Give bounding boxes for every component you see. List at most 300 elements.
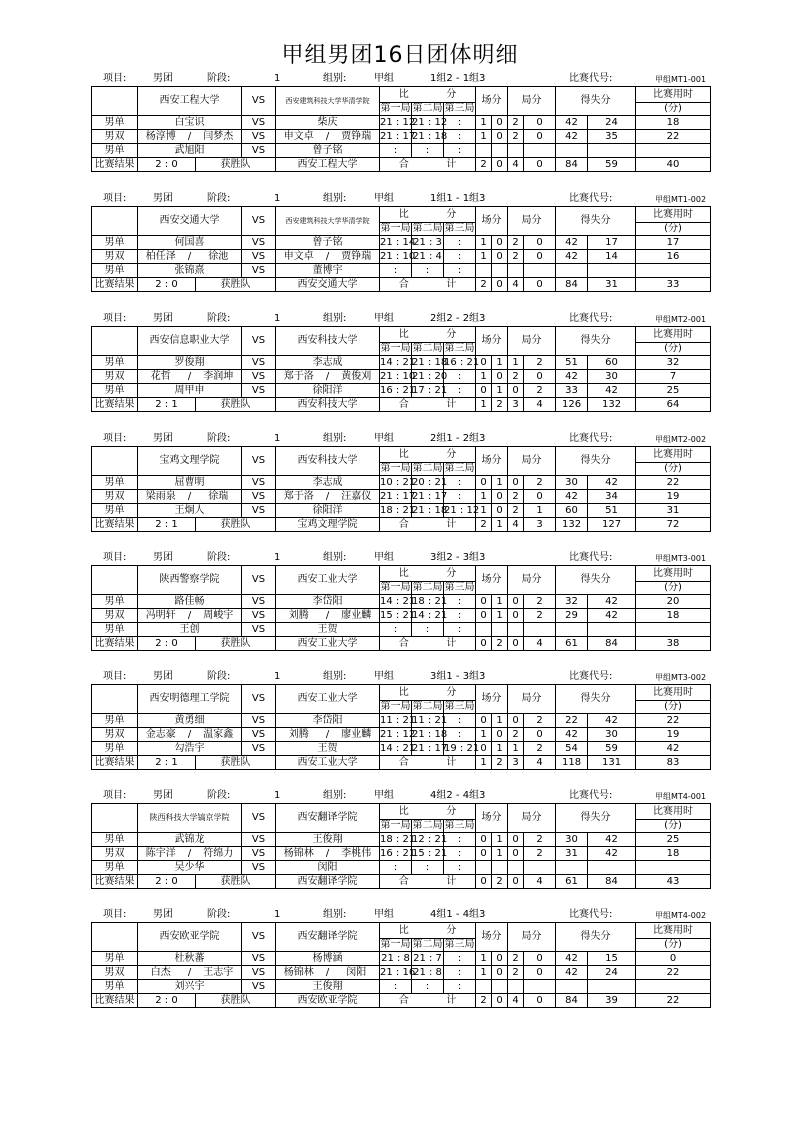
event-type: 男双 bbox=[92, 728, 138, 742]
vs-label: VS bbox=[242, 370, 276, 384]
points-header: 得失分 bbox=[556, 327, 636, 356]
vs-label: VS bbox=[242, 87, 276, 116]
points-lost bbox=[588, 980, 636, 994]
score-cell: 1 bbox=[476, 966, 492, 980]
table-row bbox=[92, 847, 711, 861]
game2-score: 12 : 21 bbox=[412, 833, 448, 845]
score-header-right: 分 bbox=[428, 327, 476, 343]
score-cell: 0 bbox=[524, 952, 556, 966]
player-a1: 吴少华 bbox=[138, 861, 242, 875]
player-b1: 申文卓 bbox=[276, 250, 322, 264]
vs-label: VS bbox=[242, 861, 276, 875]
score-cell: 1 bbox=[476, 504, 492, 518]
match-table bbox=[91, 86, 711, 172]
vs-label: VS bbox=[242, 685, 276, 714]
player-a1: 冯明轩 bbox=[138, 609, 184, 623]
vs-label: VS bbox=[242, 116, 276, 130]
score-cell: 1 bbox=[476, 250, 492, 264]
score-cell bbox=[476, 861, 492, 875]
result-label: 比赛结果 bbox=[92, 158, 138, 172]
game3-score: : bbox=[444, 490, 476, 504]
team-a-name: 陕西警察学院 bbox=[138, 566, 242, 595]
score-header-right: 分 bbox=[428, 923, 476, 939]
corner-cell bbox=[92, 207, 138, 236]
result-score: 2 : 0 bbox=[138, 637, 196, 651]
match-code-label: 比赛代号: bbox=[569, 909, 613, 920]
result-label: 比赛结果 bbox=[92, 994, 138, 1008]
player-b1: 王俊翔 bbox=[276, 833, 380, 847]
vs-label: VS bbox=[242, 728, 276, 742]
score-cell bbox=[492, 861, 508, 875]
game2-header: 第二局 bbox=[412, 343, 443, 354]
score-cell: 1 bbox=[508, 356, 524, 370]
game-score-header: 局分 bbox=[508, 923, 556, 952]
table-row bbox=[92, 250, 711, 264]
project-value: 男团 bbox=[153, 73, 173, 84]
total-left: 合 bbox=[380, 158, 428, 172]
game2-header: 第二局 bbox=[412, 701, 443, 712]
vs-label: VS bbox=[242, 833, 276, 847]
event-type: 男双 bbox=[92, 250, 138, 264]
event-type: 男双 bbox=[92, 130, 138, 144]
score-cell: 2 bbox=[524, 595, 556, 609]
total-score-cell: 0 bbox=[524, 278, 556, 292]
score-cell: 0 bbox=[476, 609, 492, 623]
game2-score: 21 : 3 bbox=[413, 236, 442, 248]
score-header-left: 比 bbox=[380, 87, 428, 103]
game-score-header: 局分 bbox=[508, 87, 556, 116]
winner-name: 西安翻译学院 bbox=[276, 875, 380, 889]
pairing: 4组1 - 4组3 bbox=[430, 909, 486, 920]
game3-score: : bbox=[444, 714, 476, 728]
stage-label: 阶段: bbox=[207, 790, 231, 801]
total-score-cell: 2 bbox=[492, 637, 508, 651]
time-unit: (分) bbox=[636, 463, 711, 476]
corner-cell bbox=[92, 447, 138, 476]
player-b2: 李桃伟 bbox=[334, 847, 380, 861]
team-a-name: 西安工程大学 bbox=[138, 87, 242, 116]
event-type: 男单 bbox=[92, 264, 138, 278]
total-right: 计 bbox=[428, 158, 476, 172]
game1-score: 10 : 21 bbox=[380, 476, 416, 488]
score-cell: 0 bbox=[476, 476, 492, 490]
match-header bbox=[91, 789, 711, 803]
total-score-cell: 4 bbox=[524, 398, 556, 412]
slash: / bbox=[322, 847, 334, 861]
stage-label: 阶段: bbox=[207, 313, 231, 324]
player-b1: 刘腾 bbox=[276, 609, 322, 623]
game1-score: 21 : 8 bbox=[381, 952, 410, 964]
player-a1: 花哲 bbox=[138, 370, 184, 384]
match-table bbox=[91, 326, 711, 412]
score-cell bbox=[476, 623, 492, 637]
game1-header: 第一局 bbox=[380, 223, 411, 234]
game2-score: : bbox=[412, 980, 444, 994]
total-left: 合 bbox=[380, 756, 428, 770]
project-value: 男团 bbox=[153, 193, 173, 204]
total-points-won: 61 bbox=[556, 875, 588, 889]
game2-score: 21 : 18 bbox=[412, 356, 448, 368]
corner-cell bbox=[92, 327, 138, 356]
score-cell: 2 bbox=[524, 714, 556, 728]
points-won bbox=[556, 264, 588, 278]
stage-label: 阶段: bbox=[207, 73, 231, 84]
field-score-header: 场分 bbox=[476, 923, 508, 952]
team-b-name: 西安科技大学 bbox=[276, 447, 380, 476]
slash: / bbox=[322, 609, 334, 623]
game2-header: 第二局 bbox=[412, 103, 443, 114]
match-header bbox=[91, 192, 711, 206]
score-header-left: 比 bbox=[380, 447, 428, 463]
score-cell bbox=[524, 861, 556, 875]
vs-label: VS bbox=[242, 566, 276, 595]
table-row bbox=[92, 728, 711, 742]
player-b1: 徐阳洋 bbox=[276, 504, 380, 518]
match-block bbox=[91, 908, 711, 1008]
total-score-cell: 1 bbox=[476, 756, 492, 770]
points-header: 得失分 bbox=[556, 804, 636, 833]
slash: / bbox=[322, 130, 334, 144]
score-cell: 0 bbox=[476, 742, 492, 756]
game-score-header: 局分 bbox=[508, 804, 556, 833]
winner-label: 获胜队 bbox=[196, 398, 276, 412]
game3-score: : bbox=[444, 476, 476, 490]
project-label: 项目: bbox=[103, 313, 127, 324]
winner-label: 获胜队 bbox=[196, 637, 276, 651]
slash: / bbox=[184, 370, 196, 384]
total-left: 合 bbox=[380, 637, 428, 651]
total-points-lost: 31 bbox=[588, 278, 636, 292]
player-b1: 李岱阳 bbox=[276, 595, 380, 609]
team-a-name: 陕西科技大学镐京学院 bbox=[138, 804, 242, 833]
time-minutes: 42 bbox=[636, 742, 711, 756]
game-score-header: 局分 bbox=[508, 327, 556, 356]
slash: / bbox=[322, 728, 334, 742]
player-b1: 李志成 bbox=[276, 476, 380, 490]
total-right: 计 bbox=[428, 756, 476, 770]
points-won: 29 bbox=[556, 609, 588, 623]
score-cell bbox=[492, 623, 508, 637]
vs-label: VS bbox=[242, 966, 276, 980]
project-value: 男团 bbox=[153, 790, 173, 801]
result-row bbox=[92, 875, 711, 889]
total-score-cell: 2 bbox=[492, 875, 508, 889]
game1-score: 21 : 17 bbox=[380, 490, 416, 502]
score-cell: 1 bbox=[476, 130, 492, 144]
result-score: 2 : 0 bbox=[138, 994, 196, 1008]
stage-value: 1 bbox=[274, 671, 281, 682]
total-time: 33 bbox=[636, 278, 711, 292]
total-score-cell: 0 bbox=[508, 875, 524, 889]
result-label: 比赛结果 bbox=[92, 756, 138, 770]
group-label: 组别: bbox=[323, 433, 347, 444]
match-header bbox=[91, 551, 711, 565]
event-type: 男双 bbox=[92, 609, 138, 623]
time-header: 比赛用时 bbox=[636, 804, 711, 820]
stage-value: 1 bbox=[274, 552, 281, 563]
player-a2: 闫梦杰 bbox=[196, 130, 242, 144]
match-block bbox=[91, 312, 711, 412]
score-cell: 1 bbox=[492, 742, 508, 756]
time-unit: (分) bbox=[636, 223, 711, 236]
total-points-won: 61 bbox=[556, 637, 588, 651]
event-type: 男单 bbox=[92, 595, 138, 609]
player-a2: 周峻宇 bbox=[196, 609, 242, 623]
points-lost: 59 bbox=[588, 742, 636, 756]
total-score-cell: 3 bbox=[508, 756, 524, 770]
total-score-cell: 0 bbox=[492, 994, 508, 1008]
score-cell: 2 bbox=[508, 370, 524, 384]
points-lost: 17 bbox=[588, 236, 636, 250]
table-row bbox=[92, 714, 711, 728]
score-header-right: 分 bbox=[428, 685, 476, 701]
game3-score: : bbox=[444, 130, 476, 144]
game1-score: 14 : 21 bbox=[380, 356, 416, 368]
score-cell bbox=[524, 623, 556, 637]
team-b-name: 西安工业大学 bbox=[276, 566, 380, 595]
player-a1: 张锦熹 bbox=[138, 264, 242, 278]
score-cell bbox=[492, 144, 508, 158]
points-won: 42 bbox=[556, 236, 588, 250]
points-lost bbox=[588, 264, 636, 278]
table-row bbox=[92, 504, 711, 518]
points-lost: 34 bbox=[588, 490, 636, 504]
score-cell: 0 bbox=[524, 728, 556, 742]
game3-score: 21 : 12 bbox=[444, 504, 480, 516]
pairing: 3组1 - 3组3 bbox=[430, 671, 486, 682]
player-a1: 白杰 bbox=[138, 966, 184, 980]
total-score-cell: 2 bbox=[492, 756, 508, 770]
score-cell: 0 bbox=[524, 130, 556, 144]
result-label: 比赛结果 bbox=[92, 875, 138, 889]
points-header: 得失分 bbox=[556, 566, 636, 595]
time-unit: (分) bbox=[636, 582, 711, 595]
score-cell bbox=[476, 980, 492, 994]
time-minutes: 18 bbox=[636, 116, 711, 130]
game3-score: : bbox=[444, 980, 476, 994]
game-score-header: 局分 bbox=[508, 566, 556, 595]
table-row bbox=[92, 356, 711, 370]
player-a1: 白宝识 bbox=[138, 116, 242, 130]
points-lost: 30 bbox=[588, 728, 636, 742]
project-label: 项目: bbox=[103, 433, 127, 444]
slash: / bbox=[184, 966, 196, 980]
vs-label: VS bbox=[242, 236, 276, 250]
score-header-right: 分 bbox=[428, 87, 476, 103]
corner-cell bbox=[92, 804, 138, 833]
time-minutes bbox=[636, 264, 711, 278]
game3-score: : bbox=[444, 384, 476, 398]
game3-score: : bbox=[444, 966, 476, 980]
game2-score: 21 : 17 bbox=[412, 742, 448, 754]
result-label: 比赛结果 bbox=[92, 278, 138, 292]
player-a1: 武旭阳 bbox=[138, 144, 242, 158]
event-type: 男单 bbox=[92, 504, 138, 518]
player-b2: 廖业麟 bbox=[334, 609, 380, 623]
total-score-cell: 4 bbox=[508, 278, 524, 292]
player-b2: 汪嘉仪 bbox=[334, 490, 380, 504]
player-a2: 徐瑞 bbox=[196, 490, 242, 504]
vs-label: VS bbox=[242, 264, 276, 278]
slash: / bbox=[184, 609, 196, 623]
time-minutes bbox=[636, 980, 711, 994]
points-lost: 42 bbox=[588, 595, 636, 609]
score-cell: 1 bbox=[476, 728, 492, 742]
field-score-header: 场分 bbox=[476, 566, 508, 595]
score-cell: 2 bbox=[508, 966, 524, 980]
game1-score: 21 : 10 bbox=[380, 370, 416, 382]
table-row bbox=[92, 833, 711, 847]
table-row bbox=[92, 966, 711, 980]
slash: / bbox=[184, 130, 196, 144]
score-header-left: 比 bbox=[380, 207, 428, 223]
event-type: 男单 bbox=[92, 356, 138, 370]
score-cell: 0 bbox=[508, 833, 524, 847]
points-header: 得失分 bbox=[556, 447, 636, 476]
player-a2: 温家鑫 bbox=[196, 728, 242, 742]
player-a1: 杨淳博 bbox=[138, 130, 184, 144]
stage-value: 1 bbox=[274, 313, 281, 324]
time-minutes: 25 bbox=[636, 384, 711, 398]
total-left: 合 bbox=[380, 398, 428, 412]
match-code-label: 比赛代号: bbox=[569, 671, 613, 682]
match-code: 甲组MT4-001 bbox=[655, 792, 707, 801]
match-block bbox=[91, 432, 711, 532]
score-cell: 0 bbox=[492, 966, 508, 980]
score-cell: 0 bbox=[524, 370, 556, 384]
vs-label: VS bbox=[242, 923, 276, 952]
score-cell: 0 bbox=[476, 384, 492, 398]
points-lost: 42 bbox=[588, 476, 636, 490]
time-minutes: 7 bbox=[636, 370, 711, 384]
player-b1: 王俊翔 bbox=[276, 980, 380, 994]
project-label: 项目: bbox=[103, 790, 127, 801]
time-minutes: 18 bbox=[636, 609, 711, 623]
score-cell: 1 bbox=[476, 116, 492, 130]
score-cell: 2 bbox=[508, 490, 524, 504]
score-cell: 0 bbox=[492, 370, 508, 384]
score-header-left: 比 bbox=[380, 804, 428, 820]
score-header-right: 分 bbox=[428, 447, 476, 463]
event-type: 男双 bbox=[92, 966, 138, 980]
player-b1: 申文卓 bbox=[276, 130, 322, 144]
group-label: 组别: bbox=[323, 193, 347, 204]
match-table bbox=[91, 565, 711, 651]
time-minutes: 25 bbox=[636, 833, 711, 847]
total-right: 计 bbox=[428, 278, 476, 292]
score-header-right: 分 bbox=[428, 566, 476, 582]
team-a-name: 西安交通大学 bbox=[138, 207, 242, 236]
vs-label: VS bbox=[242, 609, 276, 623]
points-won bbox=[556, 623, 588, 637]
points-won: 30 bbox=[556, 476, 588, 490]
points-won: 42 bbox=[556, 952, 588, 966]
score-cell: 1 bbox=[492, 356, 508, 370]
score-cell: 0 bbox=[476, 714, 492, 728]
total-left: 合 bbox=[380, 278, 428, 292]
vs-label: VS bbox=[242, 207, 276, 236]
result-label: 比赛结果 bbox=[92, 518, 138, 532]
game2-score: : bbox=[412, 861, 444, 875]
points-won: 42 bbox=[556, 370, 588, 384]
points-won: 22 bbox=[556, 714, 588, 728]
time-unit: (分) bbox=[636, 343, 711, 356]
score-cell: 0 bbox=[492, 130, 508, 144]
points-header: 得失分 bbox=[556, 207, 636, 236]
table-row bbox=[92, 952, 711, 966]
game3-score: : bbox=[444, 952, 476, 966]
match-code-label: 比赛代号: bbox=[569, 313, 613, 324]
points-won: 30 bbox=[556, 833, 588, 847]
vs-label: VS bbox=[242, 476, 276, 490]
score-header-left: 比 bbox=[380, 685, 428, 701]
result-row bbox=[92, 756, 711, 770]
score-cell: 1 bbox=[492, 714, 508, 728]
table-row bbox=[92, 236, 711, 250]
score-cell: 0 bbox=[492, 952, 508, 966]
total-left: 合 bbox=[380, 518, 428, 532]
stage-label: 阶段: bbox=[207, 909, 231, 920]
result-score: 2 : 0 bbox=[138, 158, 196, 172]
table-row bbox=[92, 130, 711, 144]
game3-score: : bbox=[444, 833, 476, 847]
field-score-header: 场分 bbox=[476, 804, 508, 833]
time-minutes: 19 bbox=[636, 728, 711, 742]
project-label: 项目: bbox=[103, 909, 127, 920]
points-lost bbox=[588, 623, 636, 637]
score-header-right: 分 bbox=[428, 804, 476, 820]
result-score: 2 : 1 bbox=[138, 756, 196, 770]
match-block bbox=[91, 551, 711, 651]
total-score-cell: 0 bbox=[476, 875, 492, 889]
game3-score: : bbox=[444, 264, 476, 278]
total-time: 40 bbox=[636, 158, 711, 172]
score-cell bbox=[508, 980, 524, 994]
vs-label: VS bbox=[242, 490, 276, 504]
points-won bbox=[556, 980, 588, 994]
total-left: 合 bbox=[380, 994, 428, 1008]
score-cell: 0 bbox=[492, 728, 508, 742]
stage-value: 1 bbox=[274, 433, 281, 444]
match-header bbox=[91, 312, 711, 326]
corner-cell bbox=[92, 87, 138, 116]
game1-header: 第一局 bbox=[380, 701, 411, 712]
game1-score: 21 : 10 bbox=[380, 250, 416, 262]
table-row bbox=[92, 742, 711, 756]
game3-score: : bbox=[444, 116, 476, 130]
player-a2: 李润坤 bbox=[196, 370, 242, 384]
player-b1: 李岱阳 bbox=[276, 714, 380, 728]
result-row bbox=[92, 518, 711, 532]
vs-label: VS bbox=[242, 804, 276, 833]
total-points-won: 118 bbox=[556, 756, 588, 770]
points-won: 42 bbox=[556, 116, 588, 130]
score-cell: 2 bbox=[524, 476, 556, 490]
project-value: 男团 bbox=[153, 671, 173, 682]
game2-score: 21 : 17 bbox=[412, 490, 448, 502]
winner-label: 获胜队 bbox=[196, 994, 276, 1008]
game2-score: 21 : 4 bbox=[413, 250, 442, 262]
total-points-lost: 84 bbox=[588, 875, 636, 889]
project-value: 男团 bbox=[153, 313, 173, 324]
total-points-lost: 127 bbox=[588, 518, 636, 532]
time-minutes: 22 bbox=[636, 130, 711, 144]
game1-score: : bbox=[380, 144, 412, 158]
vs-label: VS bbox=[242, 504, 276, 518]
table-row bbox=[92, 595, 711, 609]
team-b-name: 西安工业大学 bbox=[276, 685, 380, 714]
group-label: 组别: bbox=[323, 671, 347, 682]
